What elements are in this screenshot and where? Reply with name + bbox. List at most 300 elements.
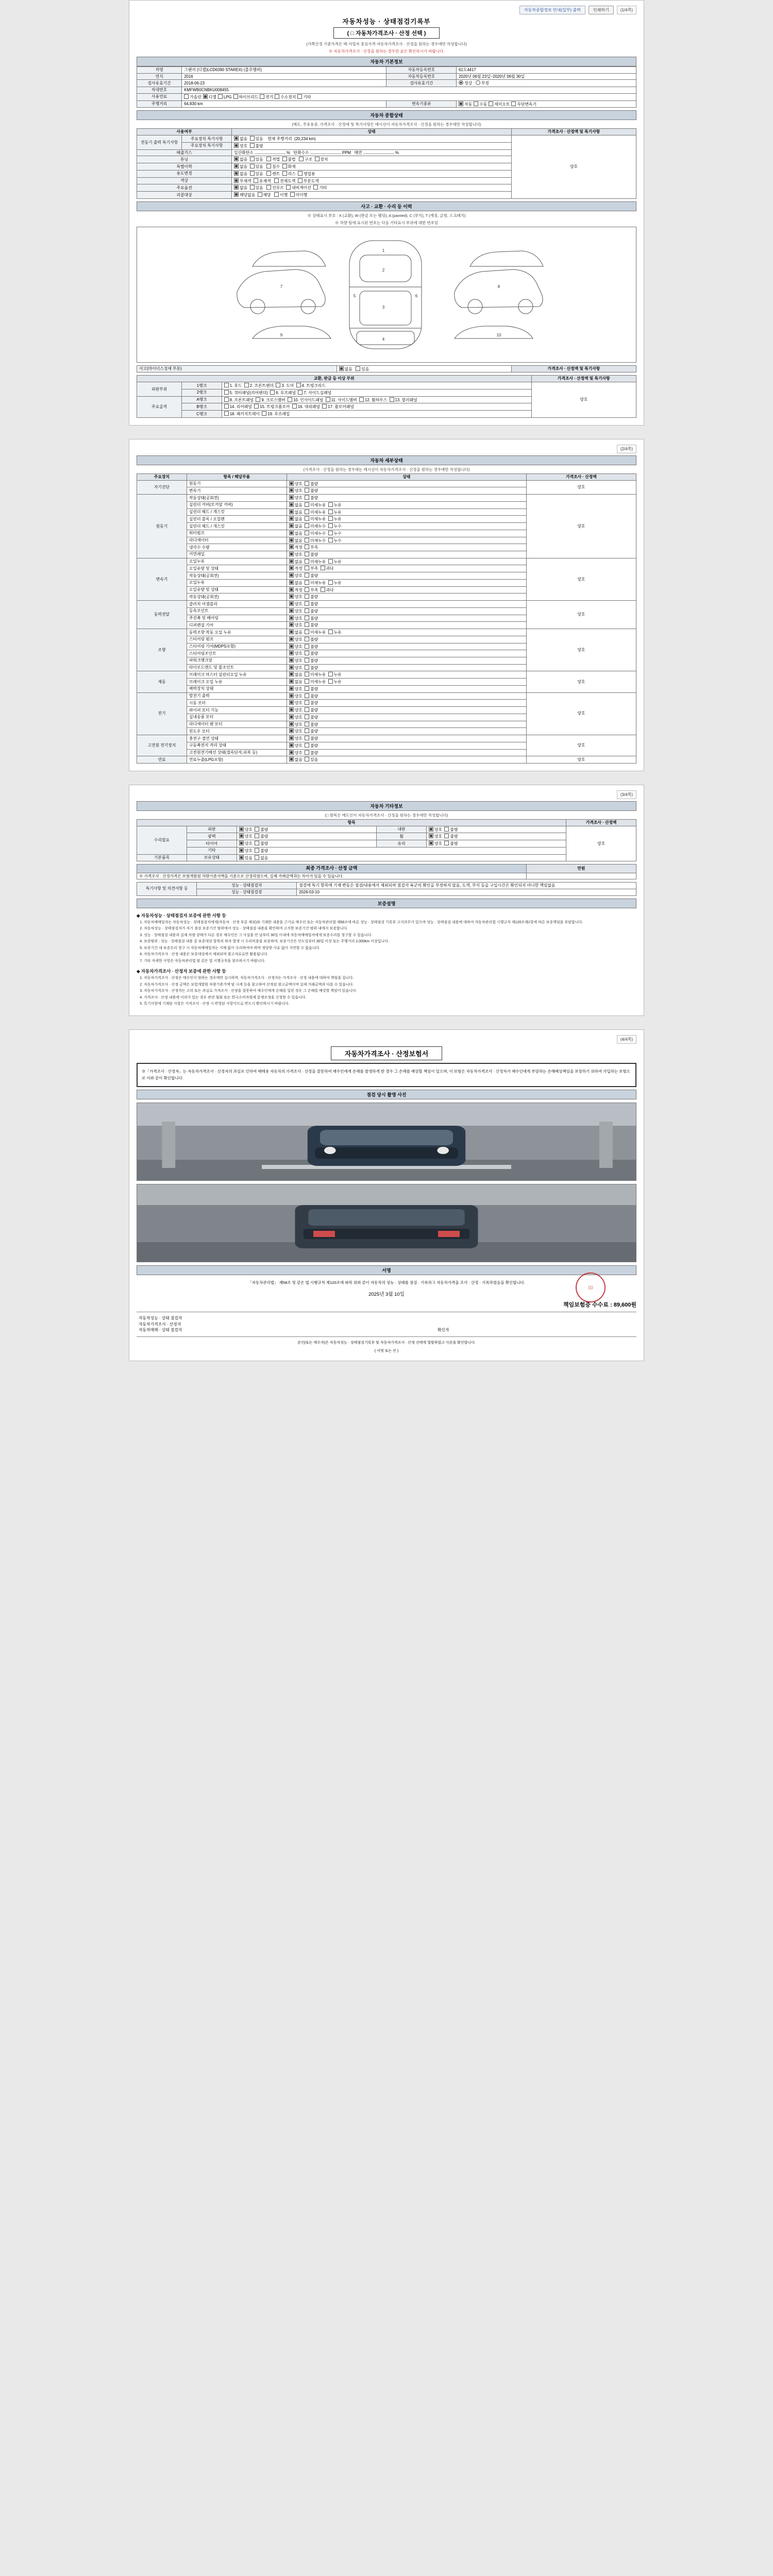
- p2-item-4-3: 스티어링조인트: [187, 650, 287, 657]
- p2-check-4-5-1[interactable]: [305, 665, 309, 670]
- sheet-page-1: [129, 0, 644, 426]
- part-check-7[interactable]: [298, 390, 303, 395]
- part-check-13[interactable]: [390, 397, 394, 402]
- p2-check-5-2-0[interactable]: [289, 686, 294, 691]
- p2-opt-1-4-0: 없음: [294, 524, 305, 529]
- part-check-19[interactable]: [262, 411, 266, 416]
- p2-check-7-2-1[interactable]: [305, 750, 309, 755]
- p2-check-4-2-1[interactable]: [305, 644, 309, 649]
- p2-opt-1-5-0: 없음: [294, 531, 305, 536]
- p2-state-5-1: [287, 679, 526, 686]
- p2-check-3-0-1[interactable]: [305, 601, 309, 606]
- parts-price-cell: 양호: [531, 382, 636, 418]
- p2-check-2-3-0[interactable]: [289, 580, 294, 585]
- p2-check-5-0-0[interactable]: [289, 672, 294, 676]
- p2-opt-3-0-0: 양호: [294, 602, 305, 607]
- part-check-16[interactable]: [292, 404, 297, 409]
- p2-item-1-0: 작동상태(공회전): [187, 495, 287, 502]
- p2-check-2-3-1[interactable]: [305, 580, 309, 585]
- p2-item-6-4: 라디에이터 팬 모터: [187, 721, 287, 728]
- fuel-check-2[interactable]: [218, 94, 223, 99]
- header-note-1: (가쪽산정 기준가격은 매·사업자 중심가격 자동차가격조사 · 산정을 원하는 경우에만 작성합니다): [306, 42, 467, 46]
- basic-label-2: 검사유효기간: [137, 80, 182, 87]
- p3-check2-1b[interactable]: [444, 834, 449, 838]
- car-diagram-svg: [222, 230, 551, 359]
- speed-check-0[interactable]: [459, 101, 463, 106]
- p3-check2-0b[interactable]: [444, 827, 449, 832]
- p2-check-3-2-0[interactable]: [289, 616, 294, 620]
- p3-label-basic: 기본품목: [137, 854, 187, 861]
- p2-state-7-0: [287, 735, 526, 742]
- accident-yes-check[interactable]: [356, 366, 360, 371]
- p2-opt-4-1-0: 양호: [294, 637, 305, 642]
- color-check-mono[interactable]: [234, 178, 239, 183]
- p2-check-1-6-1[interactable]: [305, 538, 309, 543]
- warranty-s1-item-3: 4. 보증범위 : 성능 · 상태점검 내용 중 보증대상 항목의 하자 발생 시 수리비용을 보증하며, 보증기간은 인도일부터 30일 이상 또는 주행거리 2,000km 이상입니다.: [144, 939, 636, 945]
- detail-state-4: [232, 163, 512, 171]
- fuel-check-5[interactable]: [275, 94, 279, 99]
- p2-check-1-4-1[interactable]: [305, 523, 309, 528]
- p2-price-0: 양호: [526, 480, 636, 494]
- usechange-sub-0: 렌트: [272, 171, 280, 176]
- p3-head-price: 가격조사 · 산정액: [566, 820, 636, 826]
- p3-check-0a[interactable]: [239, 827, 244, 832]
- guarantee-box: [137, 1063, 636, 1087]
- detail-opt-1b: 불량: [255, 143, 263, 148]
- p2-opt-1-3-0: 없음: [294, 517, 305, 522]
- p2-check-2-2-0[interactable]: [289, 573, 294, 578]
- print-button[interactable]: 인쇄하기: [589, 6, 614, 14]
- p2-check-2-1-1[interactable]: [305, 566, 309, 570]
- color-opt-1: 유채색: [259, 178, 271, 183]
- p2-check-6-1-1[interactable]: [305, 700, 309, 705]
- p2-check-1-6-0[interactable]: [289, 538, 294, 543]
- emission-unit-2: %: [395, 150, 399, 155]
- part-check-11[interactable]: [326, 397, 330, 402]
- p3-check2-1a[interactable]: [429, 834, 433, 838]
- p2-state-3-1: [287, 607, 526, 615]
- sign-row-v-1[interactable]: [436, 1321, 636, 1328]
- fuel-opt-4: 전기: [265, 94, 274, 99]
- p2-check-1-1-0[interactable]: [289, 502, 294, 507]
- option-nav[interactable]: [286, 185, 291, 190]
- p2-check-4-1-1[interactable]: [305, 637, 309, 641]
- p2-check-1-5-0[interactable]: [289, 531, 294, 535]
- tuning-check-yes[interactable]: [250, 157, 255, 161]
- page2-band: 자동차 세부상태: [137, 455, 636, 465]
- color-part-paint[interactable]: [298, 178, 303, 183]
- tuning-check-illegal[interactable]: [282, 157, 287, 161]
- emission-unit-0: %: [287, 150, 291, 155]
- p2-opt-0-1-1: 불량: [310, 488, 321, 494]
- p2-opt-1-5-1: 미세누수: [310, 531, 328, 536]
- p2-check-5-1-0[interactable]: [289, 679, 294, 684]
- basic-info-table: [137, 66, 636, 108]
- p2-check-1-6-2[interactable]: [328, 538, 333, 543]
- p2-check-2-5-0[interactable]: [289, 594, 294, 599]
- tuning-sub-1: 불법: [288, 157, 296, 162]
- p2-check-7-1-0[interactable]: [289, 743, 294, 748]
- tuning-check-struct[interactable]: [299, 157, 304, 161]
- tuning-check-device[interactable]: [315, 157, 320, 161]
- speed-check-2[interactable]: [489, 101, 493, 106]
- p2-opt-2-5-0: 양호: [294, 595, 305, 600]
- accident-none-check[interactable]: [339, 366, 344, 371]
- history-check-fire[interactable]: [282, 164, 287, 168]
- p2-state-4-3: [287, 650, 526, 657]
- p2-check-3-1-1[interactable]: [305, 608, 309, 613]
- recall-opt-1: 해당: [263, 193, 271, 198]
- color-check-chroma[interactable]: [254, 178, 258, 183]
- usechange-biz[interactable]: [298, 171, 303, 176]
- p2-check-1-8-1[interactable]: [305, 552, 309, 556]
- p2-check-5-2-1[interactable]: [305, 686, 309, 691]
- p2-check-1-1-1[interactable]: [305, 502, 309, 507]
- part-check-12[interactable]: [359, 397, 364, 402]
- p2-opt-2-2-1: 불량: [310, 573, 321, 579]
- p2-opt-6-2-1: 불량: [310, 708, 321, 713]
- p2-opt-4-1-1: 불량: [310, 637, 321, 642]
- p2-opt-1-2-1: 미세누유: [310, 510, 328, 515]
- p2-check-3-3-1[interactable]: [305, 622, 309, 627]
- p2-check-6-5-0[interactable]: [289, 728, 294, 733]
- p2-check-6-3-0[interactable]: [289, 715, 294, 719]
- p2-check-6-4-1[interactable]: [305, 722, 309, 726]
- sign-row-k-0: 자동차성능 · 상태 점검자: [139, 1316, 182, 1320]
- p2-check-5-0-2[interactable]: [328, 672, 333, 676]
- inspect-radio-ng[interactable]: [476, 80, 480, 85]
- p2-check-4-5-0[interactable]: [289, 665, 294, 670]
- part-check-18[interactable]: [224, 411, 229, 416]
- detail-check-0a[interactable]: [234, 136, 239, 141]
- special-k-0: 성능 · 상태점검자: [197, 883, 297, 889]
- p2-check-1-7-0[interactable]: [289, 545, 294, 549]
- p2-check-8-0-0[interactable]: [289, 757, 294, 761]
- p2-check-1-8-0[interactable]: [289, 552, 294, 556]
- part-check-9[interactable]: [256, 397, 260, 402]
- p2-check-4-3-1[interactable]: [305, 651, 309, 655]
- p2-check-4-3-0[interactable]: [289, 651, 294, 655]
- table-row: [137, 495, 636, 502]
- part-check-14[interactable]: [224, 404, 229, 409]
- p2-opt-3-2-1: 불량: [310, 616, 321, 621]
- p2-check-1-1-2[interactable]: [328, 502, 333, 507]
- p2-state-2-1: [287, 565, 526, 572]
- p2-check-0-1-1[interactable]: [305, 488, 309, 493]
- detail-check-0b[interactable]: [250, 136, 255, 141]
- p2-check-2-1-0[interactable]: [289, 566, 294, 570]
- p2-head-3: 가격조사 · 산정액: [526, 473, 636, 480]
- p2-state-2-3: [287, 579, 526, 586]
- basic-value2-0: 61도4417: [457, 67, 636, 74]
- p2-check-0-1-0[interactable]: [289, 488, 294, 493]
- p2-check-6-2-1[interactable]: [305, 707, 309, 712]
- p3-check-1a[interactable]: [239, 834, 244, 838]
- p3-opt-2a: 양호: [244, 841, 253, 846]
- detail-state-1: [232, 142, 512, 149]
- option-check-none[interactable]: [234, 185, 239, 190]
- p2-check-0-0-1[interactable]: [305, 481, 309, 486]
- p2-check-2-0-0[interactable]: [289, 559, 294, 564]
- tuning-opt-0: 없음: [240, 157, 248, 162]
- color-full-paint[interactable]: [274, 178, 279, 183]
- part-check-5[interactable]: [224, 390, 229, 395]
- accident-right-title: 가격조사 · 산정액 및 특기사항: [511, 365, 636, 372]
- part-label-6: 6. 루프패널: [276, 390, 296, 395]
- p2-item-7-2: 고전원전기배선 상태(접속단자,피복 등): [187, 749, 287, 756]
- history-sub-0: 침수: [272, 164, 280, 170]
- option-sunroof[interactable]: [266, 185, 271, 190]
- p2-check-6-3-1[interactable]: [305, 715, 309, 719]
- p2-group-7: 고전원 전기장치: [137, 735, 187, 756]
- p2-item-4-2: 스티어링 기어(MDPS포함): [187, 643, 287, 650]
- p2-check-5-0-1[interactable]: [305, 672, 309, 676]
- p2-check-4-2-0[interactable]: [289, 644, 294, 649]
- p2-check-1-5-2[interactable]: [328, 531, 333, 535]
- p2-item-0-0: 원동기: [187, 480, 287, 487]
- speed-options: [457, 100, 636, 108]
- p2-opt-2-2-0: 양호: [294, 573, 305, 579]
- p2-opt-4-3-0: 양호: [294, 651, 305, 656]
- detail-state-8: [232, 192, 512, 199]
- p3-check-4a[interactable]: [239, 855, 244, 860]
- usechange-check-none[interactable]: [234, 171, 239, 176]
- p2-check-2-0-1[interactable]: [305, 559, 309, 564]
- p3-opt-2b: 불량: [260, 841, 268, 846]
- detail-head-state: 상태: [232, 129, 512, 135]
- tuning-sub-0: 적법: [272, 157, 280, 162]
- p2-opt-0-1-0: 양호: [294, 488, 305, 494]
- p3-check2-0a[interactable]: [429, 827, 433, 832]
- p2-item-8-0: 연료누출(LPG포함): [187, 756, 287, 764]
- speed-opt-3: 무단변속기: [517, 101, 537, 107]
- p2-check-1-2-0[interactable]: [289, 510, 294, 514]
- final-price-value[interactable]: [526, 873, 636, 879]
- p2-check-4-4-1[interactable]: [305, 658, 309, 663]
- inspect-radio-ok[interactable]: [459, 80, 463, 85]
- history-sub-1: 화재: [288, 164, 296, 170]
- p2-check-3-1-0[interactable]: [289, 608, 294, 613]
- p2-check-6-4-0[interactable]: [289, 722, 294, 726]
- p2-check-4-0-1[interactable]: [305, 630, 309, 634]
- p2-opt-1-4-1: 미세누수: [310, 524, 328, 529]
- part-check-2[interactable]: [244, 383, 249, 387]
- p2-item-1-8: 커먼레일: [187, 551, 287, 558]
- sign-row-v-2[interactable]: 확인자: [438, 1328, 449, 1333]
- fuel-label: 사용연료: [137, 93, 182, 100]
- svg-text:10: 10: [496, 332, 501, 337]
- parts-head-price: 가격조사 · 산정액 및 특기사항: [531, 376, 636, 382]
- warranty-s1-list: [137, 920, 636, 964]
- p2-check-2-5-1[interactable]: [305, 594, 309, 599]
- p2-check-1-4-0[interactable]: [289, 523, 294, 528]
- p2-check-6-2-0[interactable]: [289, 707, 294, 712]
- p2-state-1-4: [287, 523, 526, 530]
- history-check-flood[interactable]: [266, 164, 271, 168]
- p2-check-1-2-1[interactable]: [305, 510, 309, 514]
- speed-check-1[interactable]: [474, 101, 478, 106]
- p3-opt2-2a: 양호: [434, 841, 443, 846]
- p2-check-1-0-0[interactable]: [289, 495, 294, 500]
- page3-toolbar: [137, 790, 636, 799]
- table-row: [137, 601, 636, 608]
- detail-opt-1a: 양호: [240, 143, 248, 148]
- p3-check-2a[interactable]: [239, 841, 244, 845]
- detail-row-label-3: 튜닝: [137, 156, 232, 163]
- svg-text:6: 6: [415, 293, 418, 298]
- option-sub-0: 선루프: [272, 185, 284, 191]
- p3-check-3b[interactable]: [255, 848, 259, 853]
- history-check-yes[interactable]: [250, 164, 255, 168]
- p2-check-4-0-0[interactable]: [289, 630, 294, 634]
- p2-check-2-4-0[interactable]: [289, 587, 294, 592]
- p2-check-7-1-1[interactable]: [305, 743, 309, 748]
- basic-inspect-value: [457, 80, 636, 87]
- p2-check-6-0-0[interactable]: [289, 693, 294, 698]
- p2-state-8-0: [287, 756, 526, 764]
- recall-sub-1: 미이행: [295, 193, 308, 198]
- p2-check-1-5-1[interactable]: [305, 531, 309, 535]
- p2-opt-4-2-0: 양호: [294, 644, 305, 649]
- p2-check-6-1-0[interactable]: [289, 700, 294, 705]
- p2-check-7-0-0[interactable]: [289, 736, 294, 740]
- p2-opt-2-4-1: 부족: [310, 587, 321, 592]
- p2-check-3-0-0[interactable]: [289, 601, 294, 606]
- part-check-4[interactable]: [296, 383, 301, 387]
- sign-row-v-0[interactable]: [436, 1315, 636, 1321]
- p2-state-1-6: [287, 537, 526, 544]
- fuel-check-6[interactable]: [297, 94, 302, 99]
- option-etc[interactable]: [313, 185, 318, 190]
- p2-state-0-1: [287, 487, 526, 495]
- detail-check-1a[interactable]: [234, 143, 239, 148]
- info-print-chip[interactable]: 자동차종합정보 안내(일부) 출력: [519, 6, 585, 14]
- p2-check-1-3-1[interactable]: [305, 516, 309, 521]
- p2-opt-6-4-0: 양호: [294, 722, 305, 727]
- p3-state-1: [237, 833, 376, 840]
- p2-opt-2-3-1: 미세누유: [310, 580, 328, 585]
- p2-item-7-1: 구동축전지 격리 상태: [187, 742, 287, 749]
- svg-text:4: 4: [382, 336, 385, 342]
- warranty-s1-item-1: 2. 자동차성능 · 상태점검자가 자기 점검 보증기간 범위에서 성능 · 상태점검 내용을 확인하여 고지한 보증기간 범위 내에서 보증합니다.: [144, 926, 636, 932]
- p2-check-7-0-1[interactable]: [305, 736, 309, 740]
- p2-check-3-2-1[interactable]: [305, 616, 309, 620]
- recall-yes[interactable]: [258, 192, 262, 197]
- p3-check-4b[interactable]: [255, 855, 259, 860]
- p2-check-5-1-2[interactable]: [328, 679, 333, 684]
- fuel-check-1[interactable]: [203, 94, 208, 99]
- p2-check-1-4-2[interactable]: [328, 523, 333, 528]
- part-check-17[interactable]: [322, 404, 327, 409]
- part-check-15[interactable]: [254, 404, 259, 409]
- p2-check-2-0-2[interactable]: [328, 559, 333, 564]
- p2-check-4-1-0[interactable]: [289, 637, 294, 641]
- p2-check-1-2-2[interactable]: [328, 510, 333, 514]
- color-sub-0: 전체도색: [280, 178, 296, 183]
- sign-row-k-1: 자동차가격조사 · 산정자: [139, 1321, 181, 1327]
- fuel-check-3[interactable]: [233, 94, 238, 99]
- p2-check-2-4-2[interactable]: [321, 587, 325, 592]
- p3-check-2b[interactable]: [255, 841, 259, 845]
- p2-check-6-5-1[interactable]: [305, 728, 309, 733]
- option-check-yes[interactable]: [250, 185, 255, 190]
- p2-check-2-2-1[interactable]: [305, 573, 309, 578]
- p2-opt-7-1-1: 불량: [310, 743, 321, 748]
- p2-check-1-3-0[interactable]: [289, 516, 294, 521]
- p3-sub2-2: 유리: [377, 840, 427, 848]
- fuel-check-0[interactable]: [184, 94, 189, 99]
- p2-opt-2-4-0: 적정: [294, 587, 305, 592]
- detail-sub-0: 주요장치 특기사항: [182, 135, 232, 143]
- history-check-none[interactable]: [234, 164, 239, 168]
- part-check-1[interactable]: [224, 383, 229, 387]
- p2-check-2-3-2[interactable]: [328, 580, 333, 585]
- usechange-check-yes[interactable]: [250, 171, 255, 176]
- p2-check-4-0-2[interactable]: [328, 630, 333, 634]
- p2-opt-1-0-1: 불량: [310, 496, 321, 501]
- p3-check2-2a[interactable]: [429, 841, 433, 845]
- speed-check-3[interactable]: [511, 101, 516, 106]
- p2-check-0-0-0[interactable]: [289, 481, 294, 486]
- fuel-check-4[interactable]: [260, 94, 264, 99]
- p2-opt-4-3-1: 불량: [310, 651, 321, 656]
- tuning-check-legal[interactable]: [266, 157, 271, 161]
- part-check-8[interactable]: [224, 397, 229, 402]
- p2-opt-4-0-2: 누유: [333, 630, 344, 635]
- usechange-rent[interactable]: [266, 171, 271, 176]
- p2-check-2-4-1[interactable]: [305, 587, 309, 592]
- parts-level-0: 1랭크: [182, 382, 222, 389]
- part-check-10[interactable]: [288, 397, 292, 402]
- p3-check-0b[interactable]: [255, 827, 259, 832]
- p2-state-6-3: [287, 714, 526, 721]
- recall-none[interactable]: [234, 192, 239, 197]
- usechange-lease[interactable]: [282, 171, 287, 176]
- page-subtitle: ( □ 자동차가격조사 · 산정 선택 ): [333, 27, 440, 39]
- fuel-opt-6: 기타: [303, 94, 311, 99]
- p2-check-7-2-0[interactable]: [289, 750, 294, 755]
- recall-done[interactable]: [274, 192, 279, 197]
- tuning-check-none[interactable]: [234, 157, 239, 161]
- p2-check-4-4-0[interactable]: [289, 658, 294, 663]
- p2-check-2-1-2[interactable]: [321, 566, 325, 570]
- p2-check-1-3-2[interactable]: [328, 516, 333, 521]
- p2-check-5-1-1[interactable]: [305, 679, 309, 684]
- p2-check-1-0-1[interactable]: [305, 495, 309, 500]
- warranty-s1-item-6: 7. 기타 자세한 사항은 자동차관리법 및 같은 법 시행규칙을 참조하시기 바랍니다.: [144, 959, 636, 964]
- part-check-6[interactable]: [270, 390, 275, 395]
- p3-check-3a[interactable]: [239, 848, 244, 853]
- detail-head-use: 사용여부: [137, 129, 232, 135]
- special-v-0: 점검에 특기 항목에 기재 변동은 점검/내용에서 제외되며 점검자 육군의 확인을 부정하지 않음, 도색, 부식 등을 구입시간은 확인되지 아니한 책임없음: [297, 883, 636, 889]
- guarantee-body: ※「가격조사 · 산정자」는 자동차가격조사 · 산정자의 과실로 인하여 매매용 자동차의 가격조사 · 산정을 잘못하여 매수인에게 손해를 발생하게 한 경우 그 손해를 배상할 책임이 있으며, 이 보험은 자동차가격조사 · 산정자가 매수인에게 부담하는 손해배상책임을 보장하기 위하여 가입하는 보험으로 이와 같이 확인합니다.: [142, 1069, 630, 1080]
- p2-check-6-0-1[interactable]: [305, 693, 309, 698]
- part-check-3[interactable]: [276, 383, 280, 387]
- p2-opt-3-0-1: 불량: [310, 602, 321, 607]
- p2-check-8-0-1[interactable]: [305, 757, 309, 761]
- p2-check-3-3-0[interactable]: [289, 622, 294, 627]
- p2-check-1-7-1[interactable]: [305, 545, 309, 549]
- detail-check-1b[interactable]: [250, 143, 255, 148]
- p3-check2-2b[interactable]: [444, 841, 449, 845]
- recall-notdone[interactable]: [290, 192, 295, 197]
- p2-opt-1-7-1: 부족: [310, 545, 321, 550]
- p3-check-1b[interactable]: [255, 834, 259, 838]
- accident-band: 사고 · 교환 · 수리 등 이력: [137, 201, 636, 211]
- basic-label2-0: 자동차등록번호: [386, 67, 457, 74]
- part-label-17: 17. 플로어패널: [328, 404, 354, 410]
- photo-rear-svg: [137, 1184, 636, 1262]
